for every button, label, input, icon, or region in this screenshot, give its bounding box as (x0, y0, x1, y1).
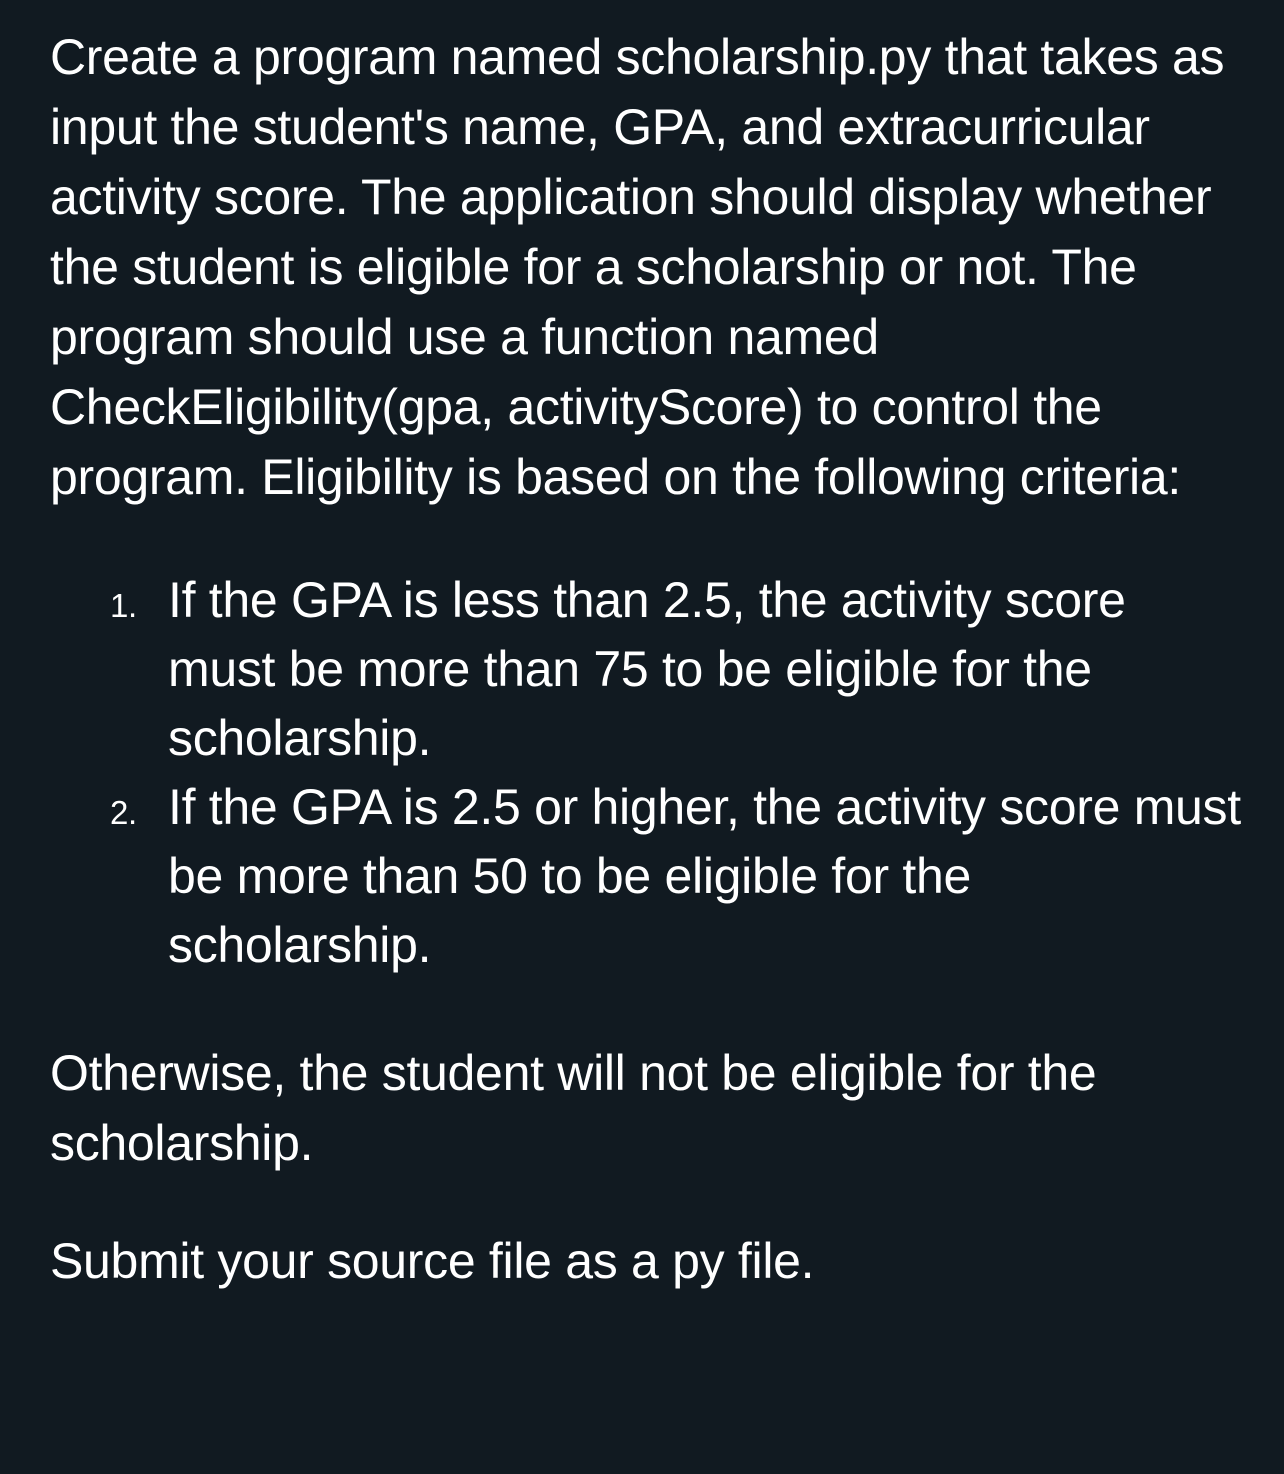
criterion-item (50, 773, 1244, 980)
assignment-intro: Create a program named scholarship.py that takes as input the student's name, GPA, and extracurricular activity score. The application should display whether the student is eligible for a scholarship or not. The program should use a function named CheckEligibility(gpa, activityScore) to control the program. Eligibility is based on the following criteria: (50, 29, 1225, 505)
criteria-list (50, 566, 1244, 980)
criterion-number: 2. (110, 794, 137, 831)
submission-instruction: Submit your source file as a py file. (50, 1233, 815, 1289)
criterion-text: If the GPA is 2.5 or higher, the activity score must be more than 50 to be eligible for the scholarship. (168, 779, 1241, 973)
criterion-text: If the GPA is less than 2.5, the activity score must be more than 75 to be eligible for the scholarship. (168, 572, 1126, 766)
otherwise-note: Otherwise, the student will not be eligible for the scholarship. (50, 1045, 1097, 1171)
criterion-item (50, 566, 1244, 773)
criterion-number: 1. (110, 587, 137, 624)
